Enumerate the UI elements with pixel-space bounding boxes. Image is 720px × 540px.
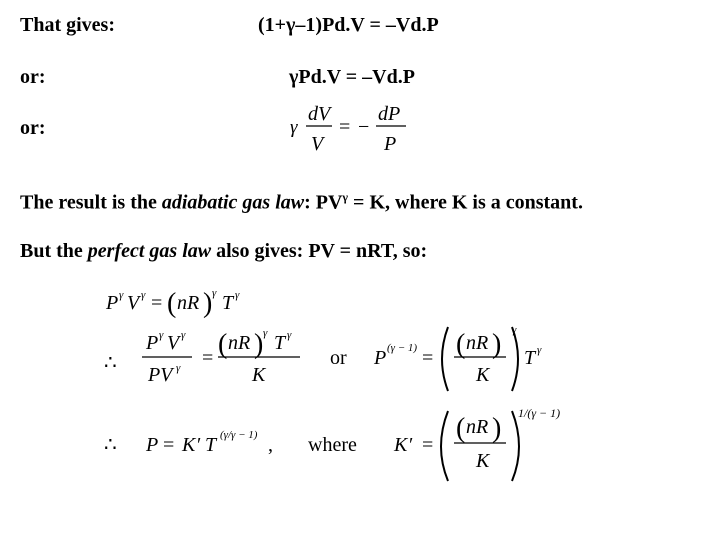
svg-text:): )	[492, 329, 502, 360]
svg-text:nR: nR	[177, 292, 200, 314]
result-emphasis: adiabatic gas law	[161, 191, 305, 214]
svg-text:P: P	[374, 347, 387, 369]
svg-text:K: K	[476, 364, 490, 386]
svg-text:1/(γ − 1): 1/(γ − 1)	[518, 406, 561, 420]
svg-text:(γ/γ − 1): (γ/γ − 1)	[220, 429, 258, 441]
svg-text:=: =	[422, 347, 434, 369]
svg-text:V: V	[311, 133, 324, 155]
result-text-2: : PV	[304, 191, 343, 214]
svg-text:γ: γ	[235, 289, 240, 301]
svg-text:γ: γ	[287, 329, 292, 341]
equation-2: γPd.V = –Vd.P	[289, 66, 415, 88]
svg-text:nR: nR	[228, 332, 251, 354]
svg-text:dP: dP	[378, 103, 401, 125]
svg-text:γ: γ	[537, 344, 542, 356]
word-where: where	[308, 434, 357, 456]
svg-text:(: (	[456, 329, 466, 360]
perfect-gas-sentence	[20, 240, 427, 263]
svg-text:∴: ∴	[104, 434, 117, 456]
equation-1: (1+γ–1)Pd.V = –Vd.P	[258, 14, 439, 36]
svg-text:K: K	[476, 450, 490, 472]
svg-text:=: =	[202, 347, 214, 369]
svg-text:T: T	[222, 292, 234, 314]
svg-text:γ: γ	[159, 329, 164, 341]
result-text-1: The result is the	[20, 191, 162, 214]
svg-text:): )	[492, 413, 502, 444]
svg-text:V: V	[127, 292, 140, 314]
perfect-text-1: But the	[20, 240, 88, 262]
svg-text:dV: dV	[308, 103, 331, 125]
svg-text:T: T	[274, 332, 286, 354]
svg-text:(: (	[456, 413, 466, 444]
equation-block-a	[106, 283, 276, 323]
svg-text:(: (	[167, 288, 177, 319]
svg-text:′: ′	[409, 434, 414, 456]
equation-block-b	[104, 323, 584, 393]
svg-text:K: K	[182, 434, 196, 456]
equation-3-fraction-form	[288, 98, 428, 158]
svg-text:γ: γ	[263, 327, 268, 339]
svg-text:(: (	[218, 329, 228, 360]
svg-text:PV: PV	[148, 364, 173, 386]
svg-text:T: T	[205, 434, 217, 456]
svg-text:,: ,	[268, 434, 273, 456]
word-or: or	[330, 347, 347, 369]
svg-text:=: =	[339, 116, 351, 138]
svg-text:γ: γ	[141, 289, 146, 301]
svg-text:′: ′	[197, 434, 202, 456]
svg-text:γ: γ	[119, 289, 124, 301]
svg-text:γ: γ	[512, 324, 517, 336]
svg-text:K: K	[252, 364, 266, 386]
svg-text:=: =	[422, 434, 434, 456]
svg-text:γ: γ	[212, 287, 217, 299]
svg-text:T: T	[524, 347, 536, 369]
svg-text:γ: γ	[176, 362, 181, 374]
svg-text:V: V	[167, 332, 180, 354]
svg-text:P: P	[384, 133, 397, 155]
result-text-3: = K, where K is a constant.	[348, 191, 583, 214]
perfect-emphasis: perfect gas law	[87, 240, 212, 262]
svg-text:(γ − 1): (γ − 1)	[387, 342, 418, 354]
svg-text:nR: nR	[466, 332, 489, 354]
svg-text:P: P	[106, 292, 119, 314]
label-or-2: or:	[20, 117, 46, 139]
label-that-gives: That gives:	[20, 14, 115, 36]
svg-text:=: =	[163, 434, 175, 456]
svg-text:nR: nR	[466, 416, 489, 438]
perfect-text-2: also gives: PV = nRT, so:	[211, 240, 428, 262]
svg-text:∴: ∴	[104, 352, 117, 374]
svg-text:K: K	[394, 434, 408, 456]
svg-text:): )	[203, 288, 213, 319]
svg-text:γ: γ	[181, 329, 186, 341]
svg-text:P: P	[146, 434, 159, 456]
result-sentence	[20, 190, 583, 215]
result-exponent: γ	[342, 190, 349, 204]
svg-text:P: P	[146, 332, 159, 354]
svg-text:−: −	[358, 116, 370, 138]
svg-text:γ: γ	[290, 117, 298, 138]
svg-text:=: =	[151, 292, 163, 314]
label-or-1: or:	[20, 66, 46, 88]
equation-block-c	[104, 403, 584, 483]
svg-text:): )	[254, 329, 264, 360]
